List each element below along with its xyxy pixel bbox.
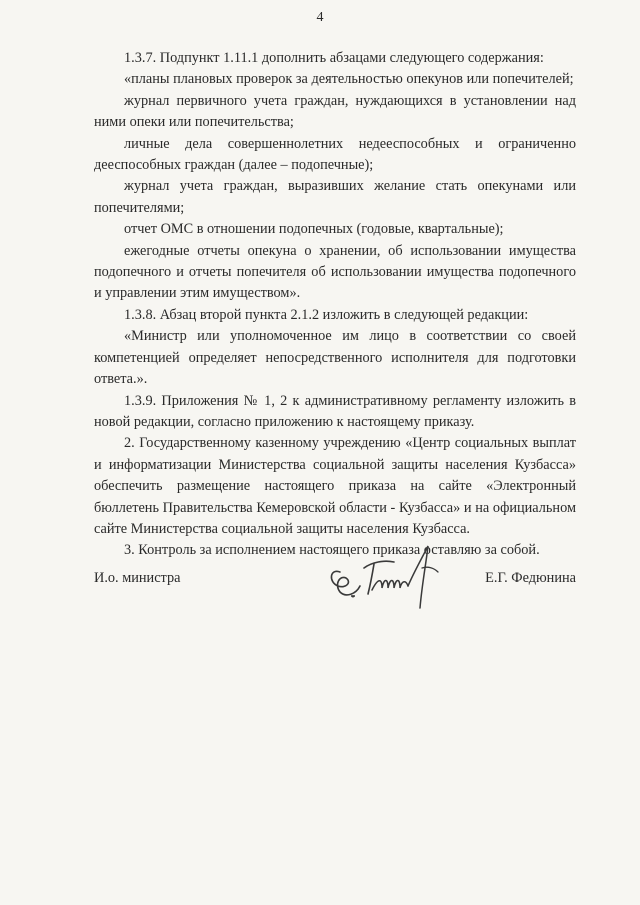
document-body — [94, 48, 576, 562]
signature-block — [94, 560, 576, 620]
paragraph-3: 3. Контроль за исполнением настоящего приказа оставляю за собой. — [124, 542, 540, 559]
paragraph-1-3-7: 1.3.7. Подпункт 1.11.1 дополнить абзацами следующего содержания: — [124, 50, 544, 66]
signatory-position: И.о. министра — [94, 570, 181, 586]
handwritten-signature — [322, 538, 442, 616]
paragraph-oms-report: отчет ОМС в отношении подопечных (годовые, квартальные); — [124, 221, 504, 238]
paragraph-guardian-registry: журнал учета граждан, выразивших желание стать опекунами или попечителями; — [94, 178, 576, 216]
paragraph-minister-quote: «Министр или уполномоченное им лицо в соответствии со своей компетенцией определяет непосредственного исполнителя для подготовки ответа.». — [94, 328, 576, 388]
paragraph-primary-registry: журнал первичного учета граждан, нуждающихся в установлении над ними опеки или попечительства; — [94, 92, 576, 131]
paragraph-inspection-plans: «планы плановых проверок за деятельностью опекунов или попечителей; — [124, 71, 574, 88]
paragraph-1-3-9: 1.3.9. Приложения № 1, 2 к административному регламенту изложить в новой редакции, согласно приложению к настоящему приказу. — [94, 392, 576, 430]
signatory-name: Е.Г. Федюнина — [485, 570, 576, 586]
paragraph-personal-files: личные дела совершеннолетних недееспособных и ограниченно дееспособных граждан (далее – подопечные); — [94, 135, 576, 174]
page-number: 4 — [316, 10, 324, 25]
paragraph-1-3-8: 1.3.8. Абзац второй пункта 2.1.2 изложить в следующей редакции: — [124, 306, 529, 323]
paragraph-2: 2. Государственному казенному учреждению «Центр социальных выплат и информатизации Министерства социальной защиты населения Кузбасса» обеспечить размещение настоящего приказа на сайте «Электронный бюллетень Правительства Кемеровской области - Кузбасса» и на официальном сайте Министерства социальной защиты населения Кузбасса. — [94, 435, 576, 537]
paragraph-annual-reports: ежегодные отчеты опекуна о хранении, об использовании имущества подопечного и отчеты попечителя об использовании имущества подопечного и управлении этим имуществом». — [94, 242, 576, 302]
